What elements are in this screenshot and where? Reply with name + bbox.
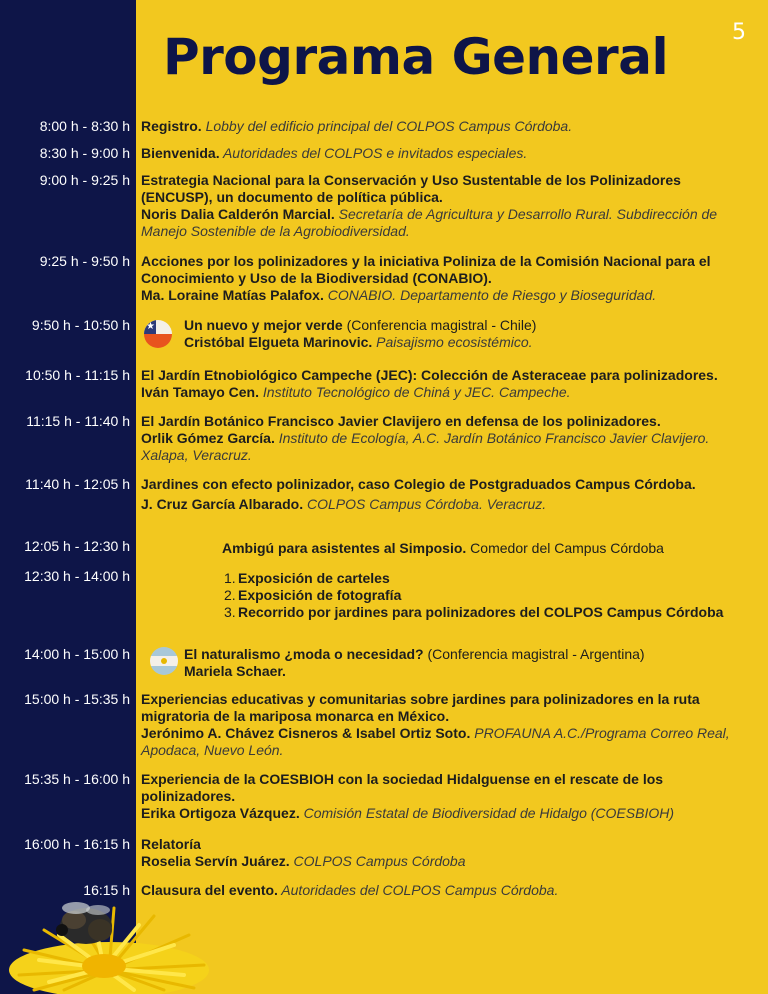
session-text [141, 367, 756, 401]
session-title: Bienvenida. [141, 145, 220, 161]
speaker-name: Orlik Gómez García. [141, 430, 275, 446]
session-detail: Autoridades del COLPOS Campus Córdoba. [277, 882, 559, 898]
activity-list [224, 570, 764, 621]
session-note: (Conferencia magistral - Argentina) [423, 646, 645, 662]
list-item: 3. Recorrido por jardines para polinizadores del COLPOS Campus Córdoba [224, 604, 724, 620]
time-label: 11:15 h - 11:40 h [26, 413, 130, 429]
argentina-flag-icon [150, 647, 178, 675]
session-title: Un nuevo y mejor verde [184, 317, 343, 333]
speaker-name: Jerónimo A. Chávez Cisneros & Isabel Ortiz Soto. [141, 725, 471, 741]
session-text [141, 691, 756, 759]
session-title: Clausura del evento. [141, 882, 278, 898]
speaker-affiliation: CONABIO. Departamento de Riesgo y Bioseguridad. [323, 287, 657, 303]
session-text [141, 771, 756, 822]
speaker-name: Mariela Schaer. [184, 663, 286, 679]
session-title: El Jardín Etnobiológico Campeche (JEC): Colección de Asteraceae para polinizadores. [141, 367, 718, 383]
speaker-name: Cristóbal Elgueta Marinovic. [184, 334, 373, 350]
time-label: 16:15 h [83, 882, 130, 898]
session-text [141, 118, 756, 135]
list-item: 1. Exposición de carteles [224, 570, 390, 586]
speaker-affiliation: Secretaría de Agricultura y Desarrollo Rural. Subdirección de Manejo Sostenible de la Agrobiodiversidad. [141, 206, 718, 239]
session-text [141, 145, 756, 162]
session-detail: Lobby del edificio principal del COLPOS Campus Córdoba. [201, 118, 573, 134]
speaker-name: Iván Tamayo Cen. [141, 384, 260, 400]
time-label: 12:05 h - 12:30 h [24, 538, 130, 554]
speaker-name: Noris Dalia Calderón Marcial. [141, 206, 335, 222]
time-label: 9:25 h - 9:50 h [39, 253, 130, 269]
session-detail: Autoridades del COLPOS e invitados especiales. [219, 145, 528, 161]
session-text [141, 413, 756, 464]
session-title: El Jardín Botánico Francisco Javier Clavijero en defensa de los polinizadores. [141, 413, 661, 429]
list-item: 2. Exposición de fotografía [224, 587, 402, 603]
session-text [141, 476, 756, 513]
speaker-affiliation: COLPOS Campus Córdoba [289, 853, 466, 869]
time-label: 9:00 h - 9:25 h [39, 172, 130, 188]
session-title: Ambigú para asistentes al Simposio. [222, 540, 467, 556]
speaker-affiliation: PROFAUNA A.C./Programa Correo Real, Apodaca, Nuevo León. [141, 725, 730, 758]
session-title: Experiencia de la COESBIOH con la sociedad Hidalguense en el rescate de los polinizadores. [141, 771, 664, 804]
speaker-affiliation: COLPOS Campus Córdoba. Veracruz. [303, 496, 547, 512]
time-label: 16:00 h - 16:15 h [24, 836, 130, 852]
session-text [141, 172, 756, 240]
time-label: 8:30 h - 9:00 h [39, 145, 130, 161]
speaker-name: Ma. Loraine Matías Palafox. [141, 287, 324, 303]
speaker-name: Erika Ortigoza Vázquez. [141, 805, 300, 821]
time-label: 10:50 h - 11:15 h [25, 367, 130, 383]
session-text [141, 836, 756, 870]
session-note: (Conferencia magistral - Chile) [342, 317, 537, 333]
session-title: Acciones por los polinizadores y la iniciativa Poliniza de la Comisión Nacional para el Conocimiento y Uso de la Biodiversidad (CONABIO). [141, 253, 711, 286]
page-title: Programa General [163, 28, 669, 86]
bee-on-flower-image [4, 890, 214, 994]
session-title: Estrategia Nacional para la Conservación y Uso Sustentable de los Polinizadores (ENCUSP), un documento de política pública. [141, 172, 681, 205]
session-text [184, 646, 756, 680]
time-label: 11:40 h - 12:05 h [25, 476, 130, 492]
time-label: 8:00 h - 8:30 h [39, 118, 130, 134]
time-label: 9:50 h - 10:50 h [31, 317, 130, 333]
speaker-affiliation: Instituto Tecnológico de Chiná y JEC. Campeche. [259, 384, 571, 400]
session-title: Registro. [141, 118, 202, 134]
time-label: 15:00 h - 15:35 h [24, 691, 130, 707]
session-title: Relatoría [141, 836, 201, 852]
session-title: Experiencias educativas y comunitarias sobre jardines para polinizadores en la ruta migratoria de la mariposa monarca en México. [141, 691, 700, 724]
speaker-name: Roselia Servín Juárez. [141, 853, 290, 869]
speaker-name: J. Cruz García Albarado. [141, 496, 304, 512]
session-text [184, 317, 756, 351]
session-text [141, 882, 756, 899]
chile-flag-icon: ★ [144, 320, 172, 348]
session-text [141, 253, 756, 304]
speaker-affiliation: Instituto de Ecología, A.C. Jardín Botánico Francisco Javier Clavijero. Xalapa, Veracruz. [141, 430, 710, 463]
session-title: El naturalismo ¿moda o necesidad? [184, 646, 424, 662]
time-label: 14:00 h - 15:00 h [24, 646, 130, 662]
session-title: Jardines con efecto polinizador, caso Colegio de Postgraduados Campus Córdoba. [141, 476, 696, 492]
time-label: 15:35 h - 16:00 h [24, 771, 130, 787]
time-label: 12:30 h - 14:00 h [24, 568, 130, 584]
page-number: 5 [732, 20, 746, 45]
speaker-affiliation: Paisajismo ecosistémico. [372, 334, 533, 350]
session-detail: Comedor del Campus Córdoba [466, 540, 664, 556]
session-text [222, 540, 752, 557]
speaker-affiliation: Comisión Estatal de Biodiversidad de Hidalgo (COESBIOH) [299, 805, 674, 821]
